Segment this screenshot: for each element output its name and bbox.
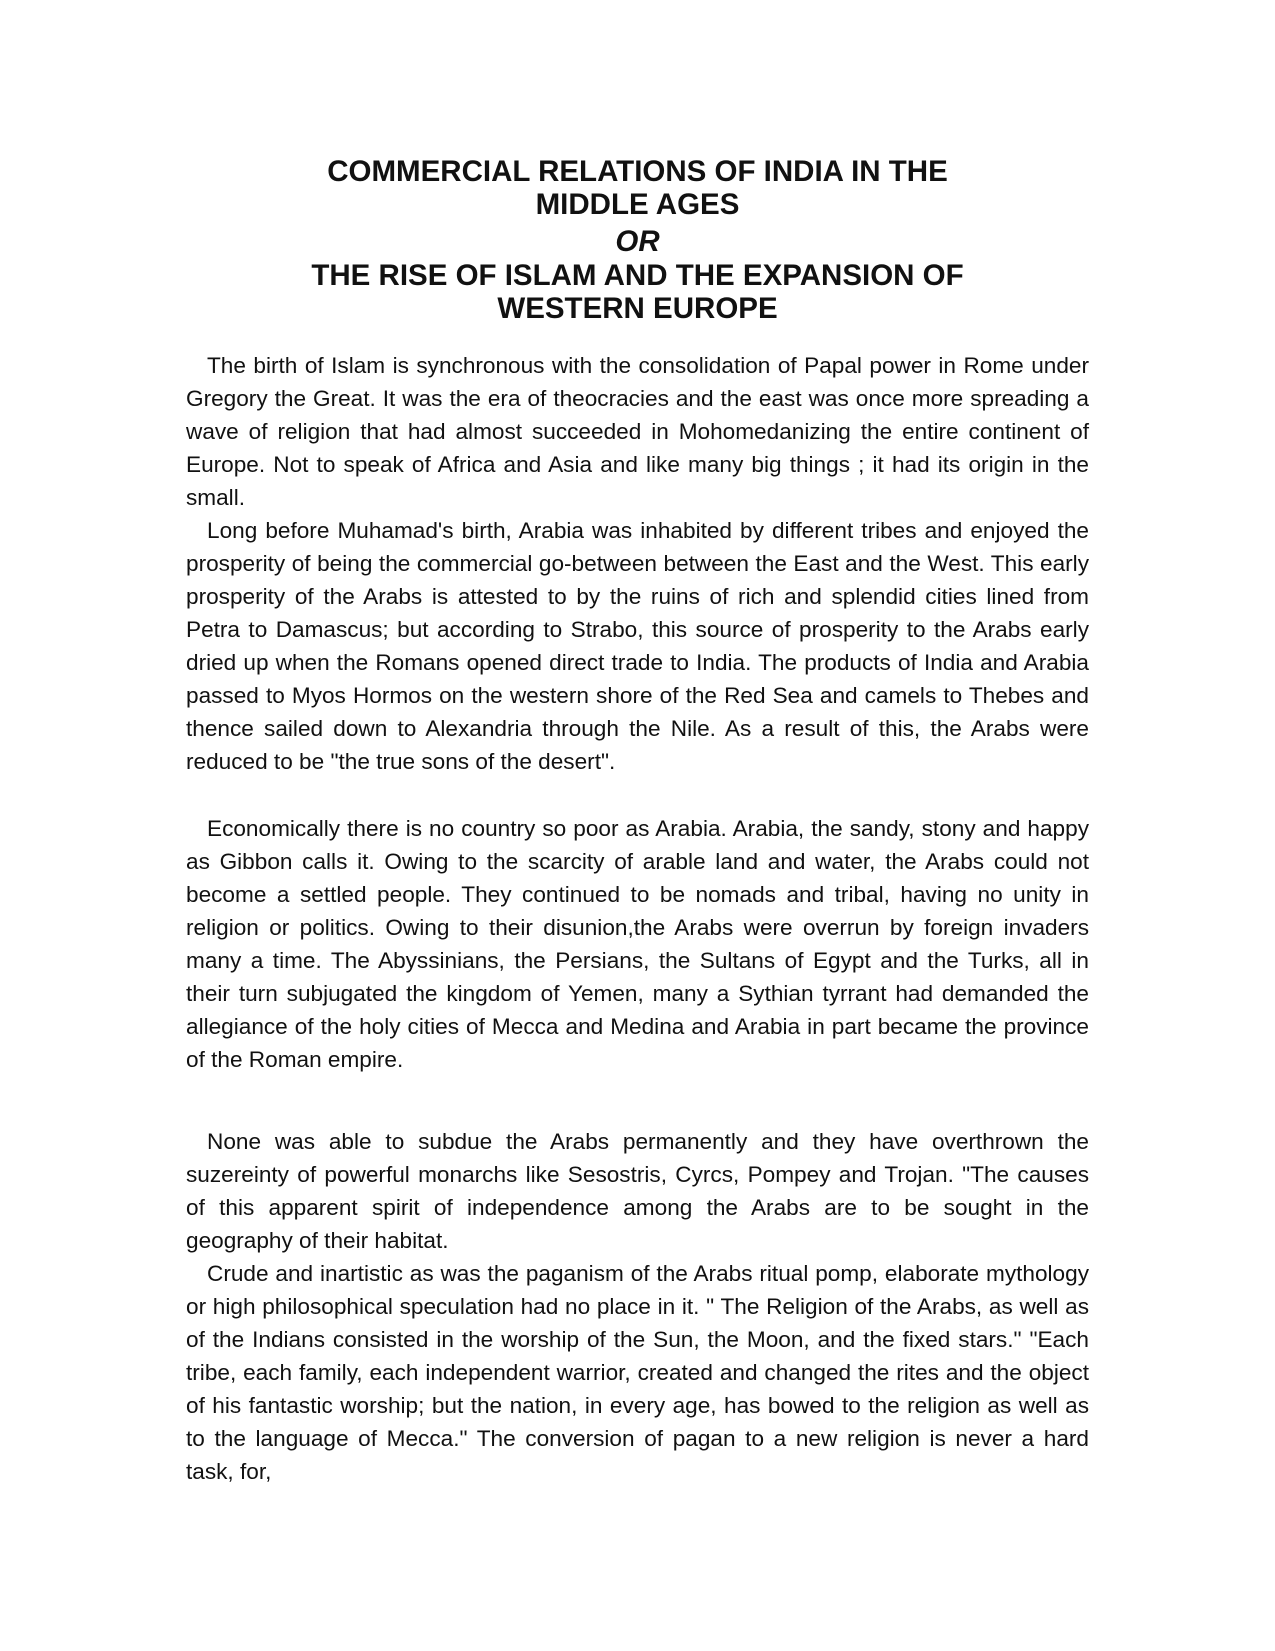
document-subtitle — [240, 259, 1035, 325]
paragraph-text: None was able to subdue the Arabs permanently and they have overthrown the suzereinty of powerful monarchs like Sesostris, Cyrcs, Pompey and Trojan. "The causes of this apparent spirit of independence among the Arabs are to be sought in the geography of their habitat. — [186, 1129, 1089, 1253]
paragraph-3 — [186, 812, 1089, 1076]
subtitle-line-1: THE RISE OF ISLAM AND THE EXPANSION OF — [311, 259, 964, 292]
title-line-2: MIDDLE AGES — [535, 188, 740, 221]
title-line-1: COMMERCIAL RELATIONS OF INDIA IN THE — [327, 155, 948, 188]
or-label: OR — [615, 225, 660, 258]
paragraph-text: Crude and inartistic as was the paganism of the Arabs ritual pomp, elaborate mythology or high philosophical speculation had no place in it. " The Religion of the Arabs, as well as of the Indians consisted in the worship of the Sun, the Moon, and the fixed stars." "Each tribe, each family, each independent warrior, created and changed the rites and the object of his fantastic worship; but the nation, in every age, has bowed to the religion as well as to the language of Mecca." The conversion of pagan to a new religion is never a hard task, for, — [186, 1261, 1089, 1484]
paragraph-2 — [186, 514, 1089, 778]
document-title — [240, 155, 1035, 221]
subtitle-line-2: WESTERN EUROPE — [497, 292, 778, 325]
paragraph-4 — [186, 1125, 1089, 1257]
paragraph-5 — [186, 1257, 1089, 1488]
paragraph-text: Long before Muhamad's birth, Arabia was inhabited by different tribes and enjoyed the prosperity of being the commercial go-between between the East and the West. This early prosperity of the Arabs is attested to by the ruins of rich and splendid cities lined from Petra to Damascus; but according to Strabo, this source of prosperity to the Arabs early dried up when the Romans opened direct trade to India. The products of India and Arabia passed to Myos Hormos on the western shore of the Red Sea and camels to Thebes and thence sailed down to Alexandria through the Nile. As a result of this, the Arabs were reduced to be "the true sons of the desert". — [186, 518, 1089, 774]
paragraph-text: The birth of Islam is synchronous with the consolidation of Papal power in Rome under Gregory the Great. It was the era of theocracies and the east was once more spreading a wave of religion that had almost succeeded in Mohomedanizing the entire continent of Europe. Not to speak of Africa and Asia and like many big things ; it had its origin in the small. — [186, 353, 1089, 510]
paragraph-1 — [186, 349, 1089, 514]
paragraph-text: Economically there is no country so poor as Arabia. Arabia, the sandy, stony and happy as Gibbon calls it. Owing to the scarcity of arable land and water, the Arabs could not become a settled people. They continued to be nomads and tribal, having no unity in religion or politics. Owing to their disunion,the Arabs were overrun by foreign invaders many a time. The Abyssinians, the Persians, the Sultans of Egypt and the Turks, all in their turn subjugated the kingdom of Yemen, many a Sythian tyrrant had demanded the allegiance of the holy cities of Mecca and Medina and Arabia in part became the province of the Roman empire. — [186, 816, 1089, 1072]
title-or-label — [240, 225, 1035, 258]
